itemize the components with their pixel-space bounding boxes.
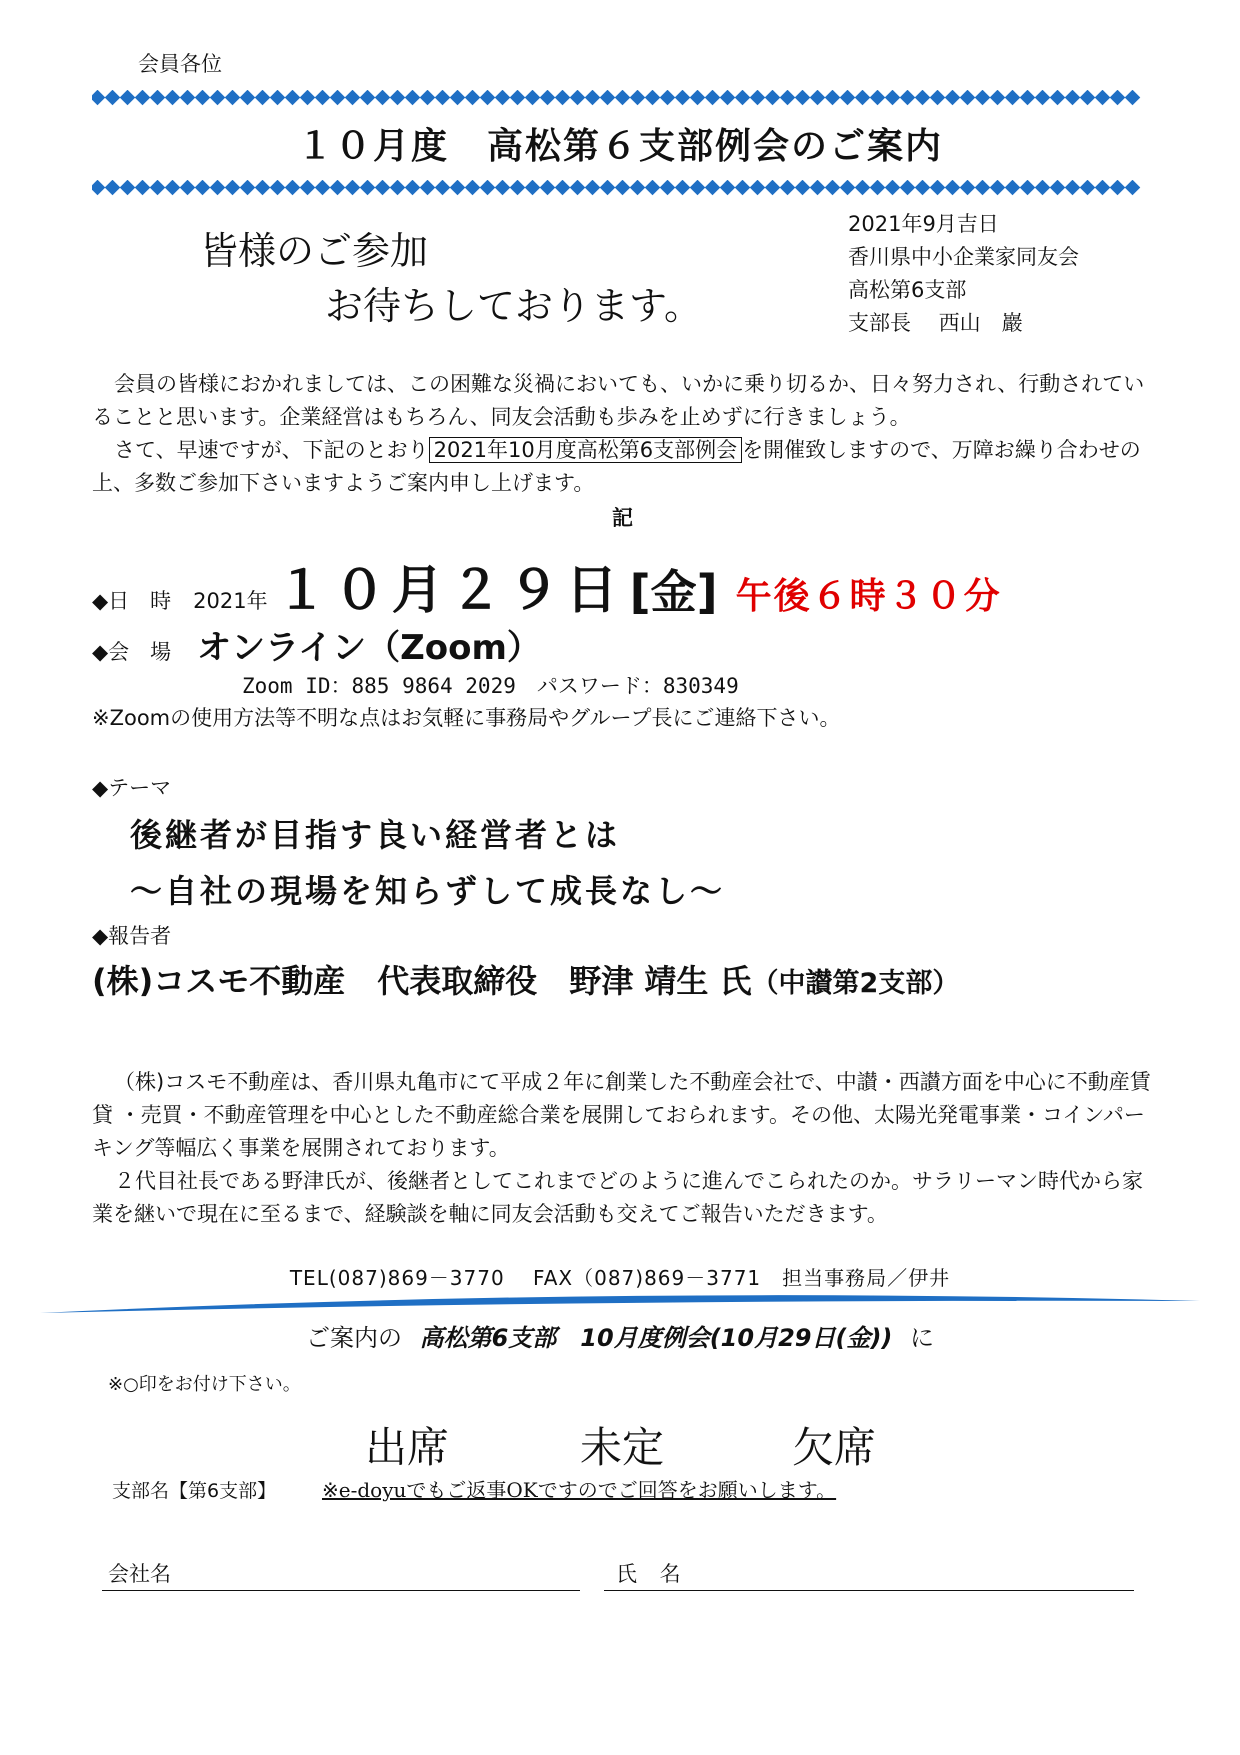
diamond-ornament [855,90,871,105]
diamond-ornament [330,180,346,195]
diamond-ornament [795,90,811,105]
date-year: 2021年 [193,589,268,613]
date-label: ◆日 時 [92,589,172,613]
diamond-ornament [750,180,766,195]
diamond-ornament [120,90,136,105]
diamond-ornament [555,180,571,195]
diamond-ornament [315,90,331,105]
diamond-ornament [225,90,241,105]
intro-paragraph-1: 会員の皆様におかれましては、この困難な災禍においても、いかに乗り切るか、日々努力され、行動されていることと思います。企業経営はもちろん、同友会活動も歩みを止めずに行きましょう。 [92,372,1145,429]
diamond-ornament [195,90,211,105]
page-title: １０月度 高松第６支部例会のご案内 [296,126,943,167]
diamond-ornament [1050,90,1066,105]
sender-branch: 高松第6支部 [848,278,967,302]
diamond-ornament [1005,90,1021,105]
diamond-ornament [360,90,376,105]
diamond-ornament [645,180,661,195]
diamond-ornament [600,90,616,105]
diamond-ornament [450,90,466,105]
diamond-ornament [435,180,451,195]
zoom-note: ※Zoomの使用方法等不明な点はお気軽に事務局やグループ長にご連絡下さい。 [92,706,841,730]
diamond-ornament [1065,180,1081,195]
diamond-ornament [675,90,691,105]
reply-heading [0,1318,1240,1353]
diamond-ornament [960,90,976,105]
diamond-ornament [705,90,721,105]
diamond-ornament [1110,180,1126,195]
diamond-ornament [345,180,361,195]
diamond-ornament [360,180,376,195]
diamond-ornament [915,180,931,195]
diamond-ornament [825,180,841,195]
description [92,1066,1152,1231]
diamond-ornament [900,90,916,105]
diamond-ornament [1005,180,1021,195]
intro-text [92,368,1152,500]
diamond-ornament [1125,180,1141,195]
diamond-ornament [375,90,391,105]
diamond-ornament [165,90,181,105]
diamond-ornament [165,180,181,195]
diamond-ornament [1050,180,1066,195]
diamond-ornament [240,90,256,105]
diamond-ornament [990,180,1006,195]
reply-prefix: ご案内の [305,1324,402,1352]
diamond-ornament [795,180,811,195]
diamond-ornament [645,90,661,105]
diamond-ornament [765,180,781,195]
venue-label: ◆会 場 [92,640,172,664]
diamond-ornament [585,90,601,105]
name-field-label: 氏 名 [616,1562,689,1586]
theme-label: ◆テーマ [92,776,172,800]
diamond-ornament [660,180,676,195]
diamond-ornament [240,180,256,195]
diamond-border-bottom [92,180,1152,196]
diamond-ornament [1020,90,1036,105]
diamond-ornament [630,90,646,105]
diamond-ornament [135,180,151,195]
sender-block [848,208,1079,340]
diamond-ornament [390,90,406,105]
diamond-ornament [450,180,466,195]
diamond-ornament [840,180,856,195]
venue-name: オンライン（Zoom） [197,628,541,668]
diamond-ornament [720,90,736,105]
sender-date: 2021年9月吉日 [848,212,999,236]
recipient: 会員各位 [138,52,222,76]
option-attend[interactable]: 出席 [365,1423,450,1472]
diamond-ornament [705,180,721,195]
diamond-ornament [150,90,166,105]
diamond-ornament [1035,180,1051,195]
diamond-ornament [315,180,331,195]
diamond-ornament [92,90,105,105]
description-paragraph-1: （株)コスモ不動産は、香川県丸亀市にて平成２年に創業した不動産会社で、中讃・西讃方面を中心に不動産賃貸 ・売買・不動産管理を中心とした不動産総合業を展開しておられます。その他、太陽光発電事業・コインパーキング等幅広く事業を展開されております。 [92,1070,1151,1160]
diamond-ornament [525,180,541,195]
diamond-ornament [615,90,631,105]
diamond-ornament [1020,180,1036,195]
divider-swoosh [40,1293,1200,1315]
diamond-ornament [525,90,541,105]
diamond-ornament [840,90,856,105]
reporter-branch: （中讃第2支部） [751,968,960,999]
diamond-ornament [915,90,931,105]
diamond-ornament [975,90,991,105]
diamond-ornament [870,180,886,195]
diamond-ornament [990,90,1006,105]
diamond-ornament [1080,90,1096,105]
branch-field-label: 支部名【第6支部】 [112,1480,277,1502]
diamond-ornament [285,180,301,195]
reply-event: 高松第6支部 10月度例会(10月29日(金)) [419,1324,893,1352]
diamond-ornament [735,90,751,105]
diamond-ornament [375,180,391,195]
diamond-ornament [660,90,676,105]
diamond-ornament [540,90,556,105]
diamond-ornament [690,180,706,195]
diamond-ornament [105,180,121,195]
diamond-ornament [870,90,886,105]
event-name-box: 2021年10月度高松第6支部例会 [429,437,743,463]
diamond-ornament [270,180,286,195]
diamond-ornament [555,90,571,105]
diamond-ornament [255,90,271,105]
sender-org: 香川県中小企業家同友会 [848,245,1079,269]
diamond-ornament [105,90,121,105]
diamond-ornament [465,180,481,195]
diamond-ornament [495,90,511,105]
date-weekday: [金] [629,565,718,619]
date-time: 午後６時３０分 [735,576,1002,617]
intro-p2-before: さて、早速ですが、下記のとおり [114,438,429,462]
diamond-ornament [630,180,646,195]
company-field-label: 会社名 [108,1562,171,1586]
diamond-ornament [270,90,286,105]
greeting-line-1: 皆様のご参加 [200,229,429,273]
name-field-line[interactable] [604,1590,1134,1591]
intro-paragraph-2 [92,434,1152,500]
diamond-ornament [495,180,511,195]
venue-row [92,620,541,669]
diamond-ornament [330,90,346,105]
e-doyu-note: ※e-doyuでもご返事OKですのでご回答をお願いします。 [322,1478,837,1502]
diamond-ornament [1080,180,1096,195]
diamond-ornament [180,90,196,105]
diamond-ornament [720,180,736,195]
diamond-ornament [225,180,241,195]
diamond-ornament [570,180,586,195]
diamond-ornament [285,90,301,105]
diamond-ornament [885,180,901,195]
diamond-ornament [120,180,136,195]
diamond-ornament [825,90,841,105]
diamond-ornament [180,180,196,195]
diamond-ornament [510,180,526,195]
diamond-ornament [900,180,916,195]
description-paragraph-2: ２代目社長である野津氏が、後継者としてこれまでどのように進んでこられたのか。サラリーマン時代から家業を継いで現在に至るまで、経験談を軸に同友会活動も交えてご報告いただきます。 [92,1169,1143,1226]
option-absent[interactable]: 欠席 [792,1423,877,1472]
diamond-ornament [210,90,226,105]
diamond-ornament [92,180,105,195]
diamond-ornament [345,90,361,105]
theme-title: 後継者が目指す良い経営者とは [130,816,621,854]
diamond-border-top [92,90,1152,106]
diamond-ornament [780,180,796,195]
diamond-ornament [570,90,586,105]
diamond-ornament [1110,90,1126,105]
diamond-ornament [600,180,616,195]
diamond-ornament [480,180,496,195]
zoom-info: Zoom ID：885 9864 2029 パスワード：830349 [242,674,739,698]
diamond-ornament [420,180,436,195]
sender-head: 支部長 西山 巖 [848,311,1023,335]
diamond-ornament [945,90,961,105]
diamond-ornament [810,180,826,195]
diamond-ornament [930,90,946,105]
date-big: １０月２９日 [275,561,624,621]
reporter-name: (株)コスモ不動産 代表取締役 野津 靖生 氏 [92,962,752,1000]
contact-info: TEL(087)869－3770 FAX（087)869－3771 担当事務局／伊井 [289,1266,951,1290]
company-field-line[interactable] [102,1590,580,1591]
diamond-ornament [195,180,211,195]
theme-subtitle: ～自社の現場を知らずして成長なし～ [130,872,726,910]
diamond-ornament [510,90,526,105]
diamond-ornament [690,90,706,105]
diamond-ornament [1095,180,1111,195]
diamond-ornament [390,180,406,195]
diamond-ornament [1065,90,1081,105]
diamond-ornament [750,90,766,105]
diamond-ornament [405,180,421,195]
diamond-ornament [780,90,796,105]
diamond-ornament [675,180,691,195]
diamond-ornament [420,90,436,105]
diamond-ornament [135,90,151,105]
diamond-ornament [1035,90,1051,105]
diamond-ornament [300,180,316,195]
reply-suffix: に [910,1324,935,1352]
diamond-ornament [300,90,316,105]
reply-instruction: ※○印をお付け下さい。 [108,1374,301,1395]
greeting-line-2: お待ちしております。 [325,284,702,328]
diamond-ornament [735,180,751,195]
diamond-ornament [975,180,991,195]
diamond-ornament [945,180,961,195]
diamond-ornament [930,180,946,195]
option-undecided[interactable]: 未定 [580,1423,665,1472]
diamond-ornament [855,180,871,195]
diamond-ornament [255,180,271,195]
diamond-ornament [810,90,826,105]
diamond-ornament [885,90,901,105]
diamond-ornament [765,90,781,105]
diamond-ornament [540,180,556,195]
reporter-label: ◆報告者 [92,924,172,948]
intro-p2-after: を開催致しますので、万障お繰り合わせの上、多数ご参加下さいますようご案内申し上げます。 [92,438,1141,495]
diamond-ornament [465,90,481,105]
diamond-ornament [1095,90,1111,105]
diamond-ornament [150,180,166,195]
diamond-ornament [480,90,496,105]
ki-heading: 記 [612,506,633,530]
diamond-ornament [615,180,631,195]
diamond-ornament [960,180,976,195]
diamond-ornament [1125,90,1141,105]
diamond-ornament [585,180,601,195]
reporter-line [92,956,959,1002]
diamond-ornament [435,90,451,105]
diamond-ornament [405,90,421,105]
diamond-ornament [210,180,226,195]
date-row [92,548,1002,623]
